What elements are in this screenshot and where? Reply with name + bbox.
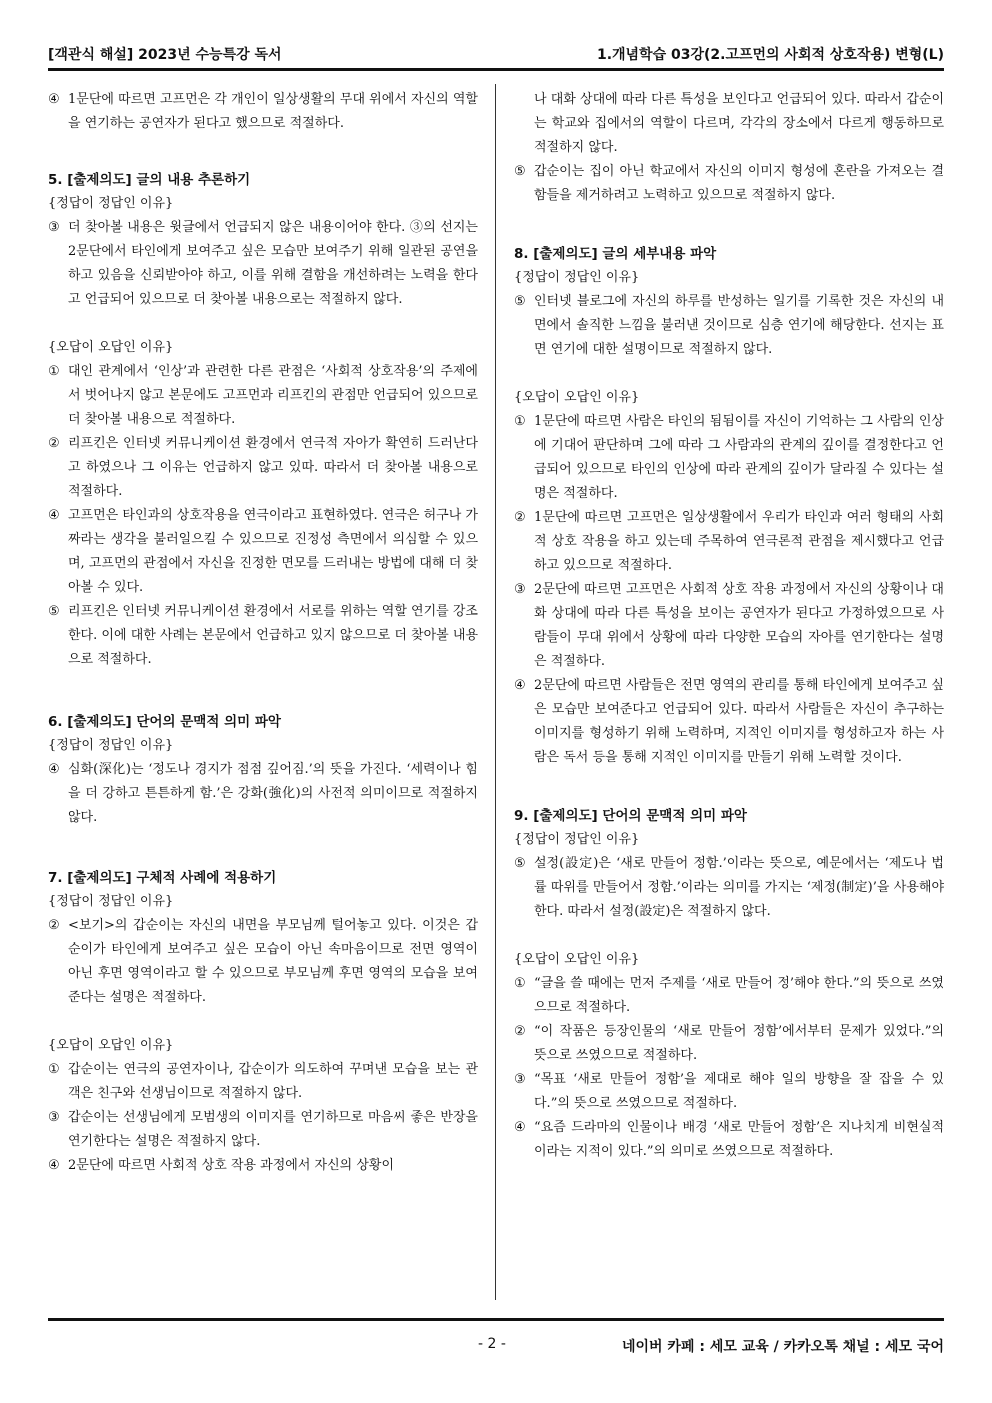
correct-label: {정답이 정답인 이유} [48, 894, 174, 909]
answer-item: ③ 2문단에 따르면 고프먼은 사회적 상호 작용 과정에서 자신의 상황이나 대화 상대에 따라 다른 특성을 보이는 공연자가 된다고 가정하였으므로 사람들이 무대 위에서 상황에 따라 다양한 모습의 자아를 연기한다는 설명은 적절하다. [514, 582, 944, 669]
correct-label: {정답이 정답인 이유} [514, 270, 640, 285]
answer-item: ⑤ 갑순이는 집이 아닌 학교에서 자신의 이미지 형성에 혼란을 가져오는 결함들을 제거하려고 노력하고 있으므로 적절하지 않다. [514, 164, 944, 203]
wrong-label: {오답이 오답인 이유} [48, 1038, 174, 1053]
header-lesson: 1.개념학습 03강(2.고프먼의 사회적 상호작용) 변형(L) [596, 47, 944, 63]
answer-item: ② 1문단에 따르면 고프먼은 일상생활에서 우리가 타인과 여러 형태의 사회적 상호 작용을 하고 있는데 주목하여 연극론적 관점을 제시했다고 언급하고 있으므로 적절하다. [514, 510, 944, 573]
answer-item: ③ 갑순이는 선생님에게 모범생의 이미지를 연기하므로 마음씨 좋은 반장을 연기한다는 설명은 적절하지 않다. [48, 1110, 478, 1149]
answer-item: ③ “목표 ‘새로 만들어 정함’을 제대로 해야 일의 방향을 잘 잡을 수 있다.”의 뜻으로 쓰였으므로 적절하다. [514, 1072, 944, 1111]
continued-text: 나 대화 상대에 따라 다른 특성을 보인다고 언급되어 있다. 따라서 갑순이는 학교와 집에서의 역할이 다르며, 각각의 장소에서 다르게 행동하므로 적절하지 않다. [534, 92, 944, 155]
answer-item: ① 갑순이는 연극의 공연자이나, 갑순이가 의도하여 꾸며낸 모습을 보는 관객은 친구와 선생님이므로 적절하지 않다. [48, 1062, 478, 1101]
page-header [48, 40, 944, 64]
answer-item: ⑤ 인터넷 블로그에 자신의 하루를 반성하는 일기를 기록한 것은 자신의 내면에서 솔직한 느낌을 불러낸 것이므로 심층 연기에 해당한다. 선지는 표면 연기에 대한 설명이므로 적절하지 않다. [514, 294, 944, 357]
question-8-title: 8. [출제의도] 글의 세부내용 파악 [514, 246, 717, 262]
top-rule [48, 68, 944, 71]
answer-item: ④ 심화(深化)는 ‘정도나 경지가 점점 깊어짐.’의 뜻을 가진다. ‘세력이나 힘을 더 강하고 튼튼하게 함.’은 강화(強化)의 사전적 의미이므로 적절하지 않다. [48, 762, 478, 825]
answer-item: ⑤ 설정(設定)은 ‘새로 만들어 정함.’이라는 뜻으로, 예문에서는 ‘제도나 법률 따위를 만들어서 정함.’이라는 의미를 가지는 ‘제정(制定)’을 사용해야 한다. 따라서 설정(設定)은 적절하지 않다. [514, 856, 944, 919]
answer-item: ④ 2문단에 따르면 사람들은 전면 영역의 관리를 통해 타인에게 보여주고 싶은 모습만 보여준다고 언급되어 있다. 따라서 사람들은 자신이 추구하는 이미지를 형성하기 위해 노력하며, 지적인 이미지를 형성하고자 하는 사람은 독서 등을 통해 지적인 이미지를 만들기 위해 노력할 것이다. [514, 678, 944, 765]
wrong-label: {오답이 오답인 이유} [514, 952, 640, 967]
answer-item: ① 대인 관계에서 ‘인상’과 관련한 다른 관점은 ‘사회적 상호작용’의 주제에서 벗어나지 않고 본문에도 고프먼과 리프킨의 관점만 언급되어 있으므로 더 찾아볼 내용으로 적절하다. [48, 364, 478, 427]
column-divider [495, 84, 496, 1300]
page-number: - 2 - [478, 1336, 506, 1352]
question-5-title: 5. [출제의도] 글의 내용 추론하기 [48, 172, 251, 188]
correct-label: {정답이 정답인 이유} [48, 196, 174, 211]
left-column [48, 88, 478, 1178]
correct-label: {정답이 정답인 이유} [514, 832, 640, 847]
answer-item: ⑤ 리프킨은 인터넷 커뮤니케이션 환경에서 서로를 위하는 역할 연기를 강조한다. 이에 대한 사례는 본문에서 언급하고 있지 않으므로 더 찾아볼 내용으로 적절하다. [48, 604, 478, 667]
correct-label: {정답이 정답인 이유} [48, 738, 174, 753]
answer-item: ④ 고프먼은 타인과의 상호작용을 연극이라고 표현하였다. 연극은 허구나 가짜라는 생각을 불러일으킬 수 있으므로 진정성 측면에서 의심할 수 있으며, 고프먼의 관점에서 자신을 진정한 면모를 드러내는 방법에 대해 더 찾아볼 수 있다. [48, 508, 478, 595]
answer-item: ① 1문단에 따르면 사람은 타인의 됨됨이를 자신이 기억하는 그 사람의 인상에 기대어 판단하며 그에 따라 그 사람과의 관계의 깊이를 결정한다고 언급되어 있으므로 타인의 인상에 따라 관계의 깊이가 달라질 수 있다는 설명은 적절하다. [514, 414, 944, 501]
question-6-title: 6. [출제의도] 단어의 문맥적 의미 파악 [48, 714, 281, 730]
answer-item: ④ 1문단에 따르면 고프먼은 각 개인이 일상생활의 무대 위에서 자신의 역할을 연기하는 공연자가 된다고 했으므로 적절하다. [48, 92, 478, 131]
question-7-title: 7. [출제의도] 구체적 사례에 적용하기 [48, 870, 277, 886]
answer-item: ④ 2문단에 따르면 사회적 상호 작용 과정에서 자신의 상황이 [48, 1158, 395, 1173]
page-footer [48, 1336, 944, 1360]
header-title: [객관식 해설] 2023년 수능특강 독서 [48, 47, 282, 63]
wrong-label: {오답이 오답인 이유} [48, 340, 174, 355]
answer-item: ② <보기>의 갑순이는 자신의 내면을 부모님께 털어놓고 있다. 이것은 갑순이가 타인에게 보여주고 싶은 모습이 아닌 속마음이므로 전면 영역이 아닌 후면 영역이라고 할 수 있으므로 부모님께 후면 영역의 모습을 보여준다는 설명은 적절하다. [48, 918, 478, 1005]
wrong-label: {오답이 오답인 이유} [514, 390, 640, 405]
bottom-rule [48, 1318, 944, 1321]
question-9-title: 9. [출제의도] 단어의 문맥적 의미 파악 [514, 808, 747, 824]
answer-item: ② “이 작품은 등장인물의 ‘새로 만들어 정함’에서부터 문제가 있었다.”의 뜻으로 쓰였으므로 적절하다. [514, 1024, 944, 1063]
right-column [514, 88, 944, 1164]
footer-channel: 네이버 카페 : 세모 교육 / 카카오톡 채널 : 세모 국어 [621, 1339, 944, 1355]
answer-item: ③ 더 찾아볼 내용은 윗글에서 언급되지 않은 내용이어야 한다. ③의 선지는 2문단에서 타인에게 보여주고 싶은 모습만 보여주기 위해 일관된 공연을 하고 있음을 신뢰받아야 하고, 이를 위해 결함을 개선하려는 노력을 한다고 언급되어 있으므로 더 찾아볼 내용으로는 적절하지 않다. [48, 220, 478, 307]
answer-item: ① “글을 쓸 때에는 먼저 주제를 ‘새로 만들어 정’해야 한다.”의 뜻으로 쓰였으므로 적절하다. [514, 976, 944, 1015]
answer-item: ② 리프킨은 인터넷 커뮤니케이션 환경에서 연극적 자아가 확연히 드러난다고 하였으나 그 이유는 언급하지 않고 있따. 따라서 더 찾아볼 내용으로 적절하다. [48, 436, 478, 499]
answer-item: ④ “요즘 드라마의 인물이나 배경 ‘새로 만들어 정함’은 지나치게 비현실적이라는 지적이 있다.”의 의미로 쓰였으므로 적절하다. [514, 1120, 944, 1159]
